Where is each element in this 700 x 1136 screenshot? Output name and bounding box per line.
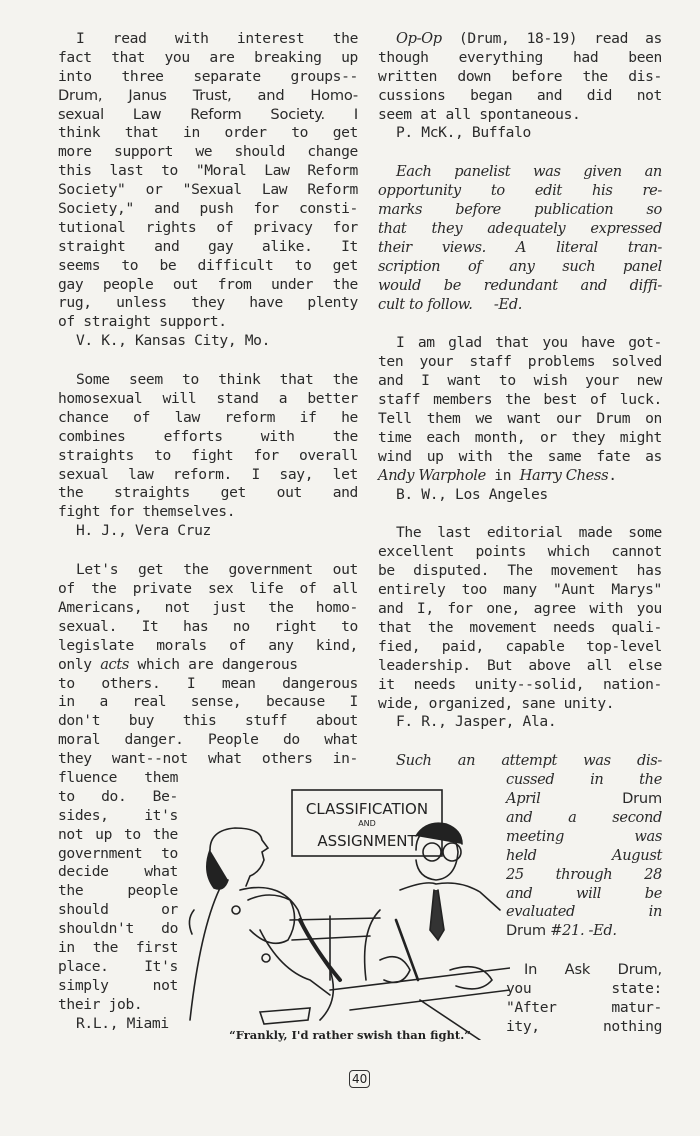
text-line: be disputed. The movement has xyxy=(378,562,662,580)
magazine-name: Drum xyxy=(506,922,546,940)
text-line: this last to "Moral Law Reform xyxy=(58,162,358,180)
text-line: Tell them we want our Drum on xyxy=(378,410,662,428)
letter-signature: R.L., Miami xyxy=(76,1014,169,1032)
text-line: Society" or "Sexual Law Reform xyxy=(58,181,358,199)
text-line: Let's get the government out xyxy=(76,561,358,579)
text-line: think that in order to get xyxy=(58,124,358,142)
text-line xyxy=(58,656,358,675)
text-fragment: in xyxy=(485,466,520,484)
text-fragment: which are dangerous xyxy=(129,655,298,673)
text-line: scription of any such panel xyxy=(378,257,662,275)
text-line: Each panelist was given an xyxy=(396,163,662,181)
letter-kansas-city xyxy=(58,30,358,351)
text-line: place. It's xyxy=(58,957,178,975)
text-line: would be redundant and diffi- xyxy=(378,276,662,294)
text-line: don't buy this stuff about xyxy=(58,712,358,730)
text-fragment: (Drum, 18-19) read as xyxy=(441,30,662,47)
text-fragment: #21. -Ed. xyxy=(545,922,617,940)
letter-los-angeles xyxy=(378,334,662,504)
text-line: and will be xyxy=(506,884,662,902)
letter-signature: P. McK., Buffalo xyxy=(396,124,531,142)
text-line: to do. Be- xyxy=(58,787,178,805)
text-line: they want--not what others in- xyxy=(58,750,358,768)
text-line: government to xyxy=(58,844,178,862)
text-line: straights to fight for overall xyxy=(58,446,358,464)
cartoon-caption: “Frankly, I'd rather swish than fight.” xyxy=(229,1028,471,1042)
text-line: wind up with the same fate as xyxy=(378,447,662,465)
text-line: time each month, or they might xyxy=(378,428,662,446)
text-line: held August xyxy=(506,846,662,864)
text-line: opportunity to edit his re- xyxy=(378,182,662,200)
text-line: the people xyxy=(58,882,178,900)
text-line: straight and gay alike. It xyxy=(58,237,358,255)
text-line: I read with interest the xyxy=(76,30,358,47)
italic-word: acts xyxy=(100,655,130,673)
text-fragment: only xyxy=(58,655,101,673)
text-line: that they adequately expressed xyxy=(378,220,662,238)
text-line: ity, nothing xyxy=(506,1017,662,1035)
text-line xyxy=(506,922,662,941)
text-line: and I want to wish your new xyxy=(378,372,662,390)
text-line: and a second xyxy=(506,808,662,826)
letter-jasper xyxy=(378,524,662,732)
text-line: of the private sex life of all xyxy=(58,580,358,598)
text-line: entirely too many "Aunt Marys" xyxy=(378,581,662,599)
text-line: in the first xyxy=(58,938,178,956)
text-line: you state: xyxy=(506,980,662,998)
text-line: sides, it's xyxy=(58,806,178,824)
text-line xyxy=(378,467,662,486)
editor-reply xyxy=(378,163,662,314)
italic-title: Harry Chess xyxy=(519,466,609,484)
text-line: Americans, not just the homo- xyxy=(58,598,358,616)
text-line xyxy=(378,30,662,49)
text-line xyxy=(506,790,662,809)
sign-text-line1: CLASSIFICATION xyxy=(305,800,429,818)
text-line: rug, unless they have plenty xyxy=(58,294,358,312)
wrapped-text xyxy=(506,771,662,1037)
text-line: moral danger. People do what xyxy=(58,731,358,749)
text-line: their job. xyxy=(58,995,143,1013)
letter-signature: B. W., Los Angeles xyxy=(396,485,548,503)
text-line: tutional rights of privacy for xyxy=(58,218,358,236)
text-line: sexual law reform. I say, let xyxy=(58,465,358,483)
text-line: simply not xyxy=(58,976,178,994)
text-line: cussed in the xyxy=(506,771,662,789)
text-line: cussions began and did not xyxy=(378,86,662,104)
italic-title: Op-Op xyxy=(396,30,442,47)
text-line: staff members the best of luck. xyxy=(378,391,662,409)
text-line: homosexual will stand a better xyxy=(58,390,358,408)
text-line: Such an attempt was dis- xyxy=(396,752,662,770)
text-line: cult to follow. -Ed. xyxy=(378,295,523,313)
text-line: excellent points which cannot xyxy=(378,543,662,561)
text-fragment: . xyxy=(608,466,617,484)
text-line: not up to the xyxy=(58,825,178,843)
text-line: ten your staff problems solved xyxy=(378,353,662,371)
text-line: Some seem to think that the xyxy=(76,371,358,389)
cartoon-drawing xyxy=(189,790,510,1040)
letter-buffalo xyxy=(378,30,662,143)
text-line: evaluated in xyxy=(506,903,662,921)
text-line: shouldn't do xyxy=(58,920,178,938)
italic-word: April xyxy=(506,790,541,808)
text-line: to others. I mean dangerous xyxy=(58,674,358,692)
text-line: gay people out from under the xyxy=(58,275,358,293)
text-line: fied, paid, capable top-level xyxy=(378,637,662,655)
text-line: marks before publication so xyxy=(378,201,662,219)
text-line: should or xyxy=(58,901,178,919)
text-line: their views. A literal tran- xyxy=(378,238,662,256)
text-line: I am glad that you have got- xyxy=(396,334,662,352)
text-line: of straight support. xyxy=(58,313,227,331)
text-line: into three separate groups-- xyxy=(58,67,358,85)
text-line: sexual. It has no right to xyxy=(58,617,358,635)
text-line: leadership. But above all else xyxy=(378,656,662,674)
italic-name: Andy Warphole xyxy=(378,466,486,484)
text-line: more support we should change xyxy=(58,143,358,161)
text-line: fight for themselves. xyxy=(58,503,236,521)
text-line: it needs unity--solid, nation- xyxy=(378,675,662,693)
letter-vera-cruz xyxy=(58,371,358,541)
wrapped-text xyxy=(58,769,178,1033)
text-line: Society," and push for consti- xyxy=(58,200,358,218)
text-line: and I, for one, agree with you xyxy=(378,600,662,618)
letter-signature: V. K., Kansas City, Mo. xyxy=(76,332,271,350)
text-line: "After matur- xyxy=(506,998,662,1016)
cartoon-illustration xyxy=(180,780,510,1040)
text-line: written down before the dis- xyxy=(378,67,662,85)
text-line: sexual Law Reform Society. I xyxy=(58,105,358,123)
text-line: 25 through 28 xyxy=(506,865,662,883)
text-line: seems to be difficult to get xyxy=(58,256,358,274)
text-line: wide, organized, sane unity. xyxy=(378,694,615,712)
letter-signature: F. R., Jasper, Ala. xyxy=(396,713,557,731)
text-line: seem at all spontaneous. xyxy=(378,105,581,123)
text-line: legislate morals of any kind, xyxy=(58,636,358,654)
sign-text-line3: ASSIGNMENT xyxy=(317,832,417,850)
sign-text-line2: AND xyxy=(358,819,376,828)
page-number: 40 xyxy=(349,1070,370,1088)
magazine-name: Drum xyxy=(622,790,662,808)
text-line: Drum, Janus Trust, and Homo- xyxy=(58,86,358,104)
text-line: meeting was xyxy=(506,827,662,845)
text-line: fact that you are breaking up xyxy=(58,48,358,66)
text-line: decide what xyxy=(58,863,178,881)
text-line: In Ask Drum, xyxy=(524,961,662,979)
text-line: chance of law reform if he xyxy=(58,408,358,426)
text-line: fluence them xyxy=(58,768,178,786)
text-line: The last editorial made some xyxy=(396,524,662,542)
text-line: in a real sense, because I xyxy=(58,693,358,711)
text-line: the straights get out and xyxy=(58,484,358,502)
text-line: combines efforts with the xyxy=(58,427,358,445)
text-line: that the movement needs quali- xyxy=(378,618,662,636)
letter-signature: H. J., Vera Cruz xyxy=(76,522,211,540)
text-line: though everything had been xyxy=(378,48,662,66)
